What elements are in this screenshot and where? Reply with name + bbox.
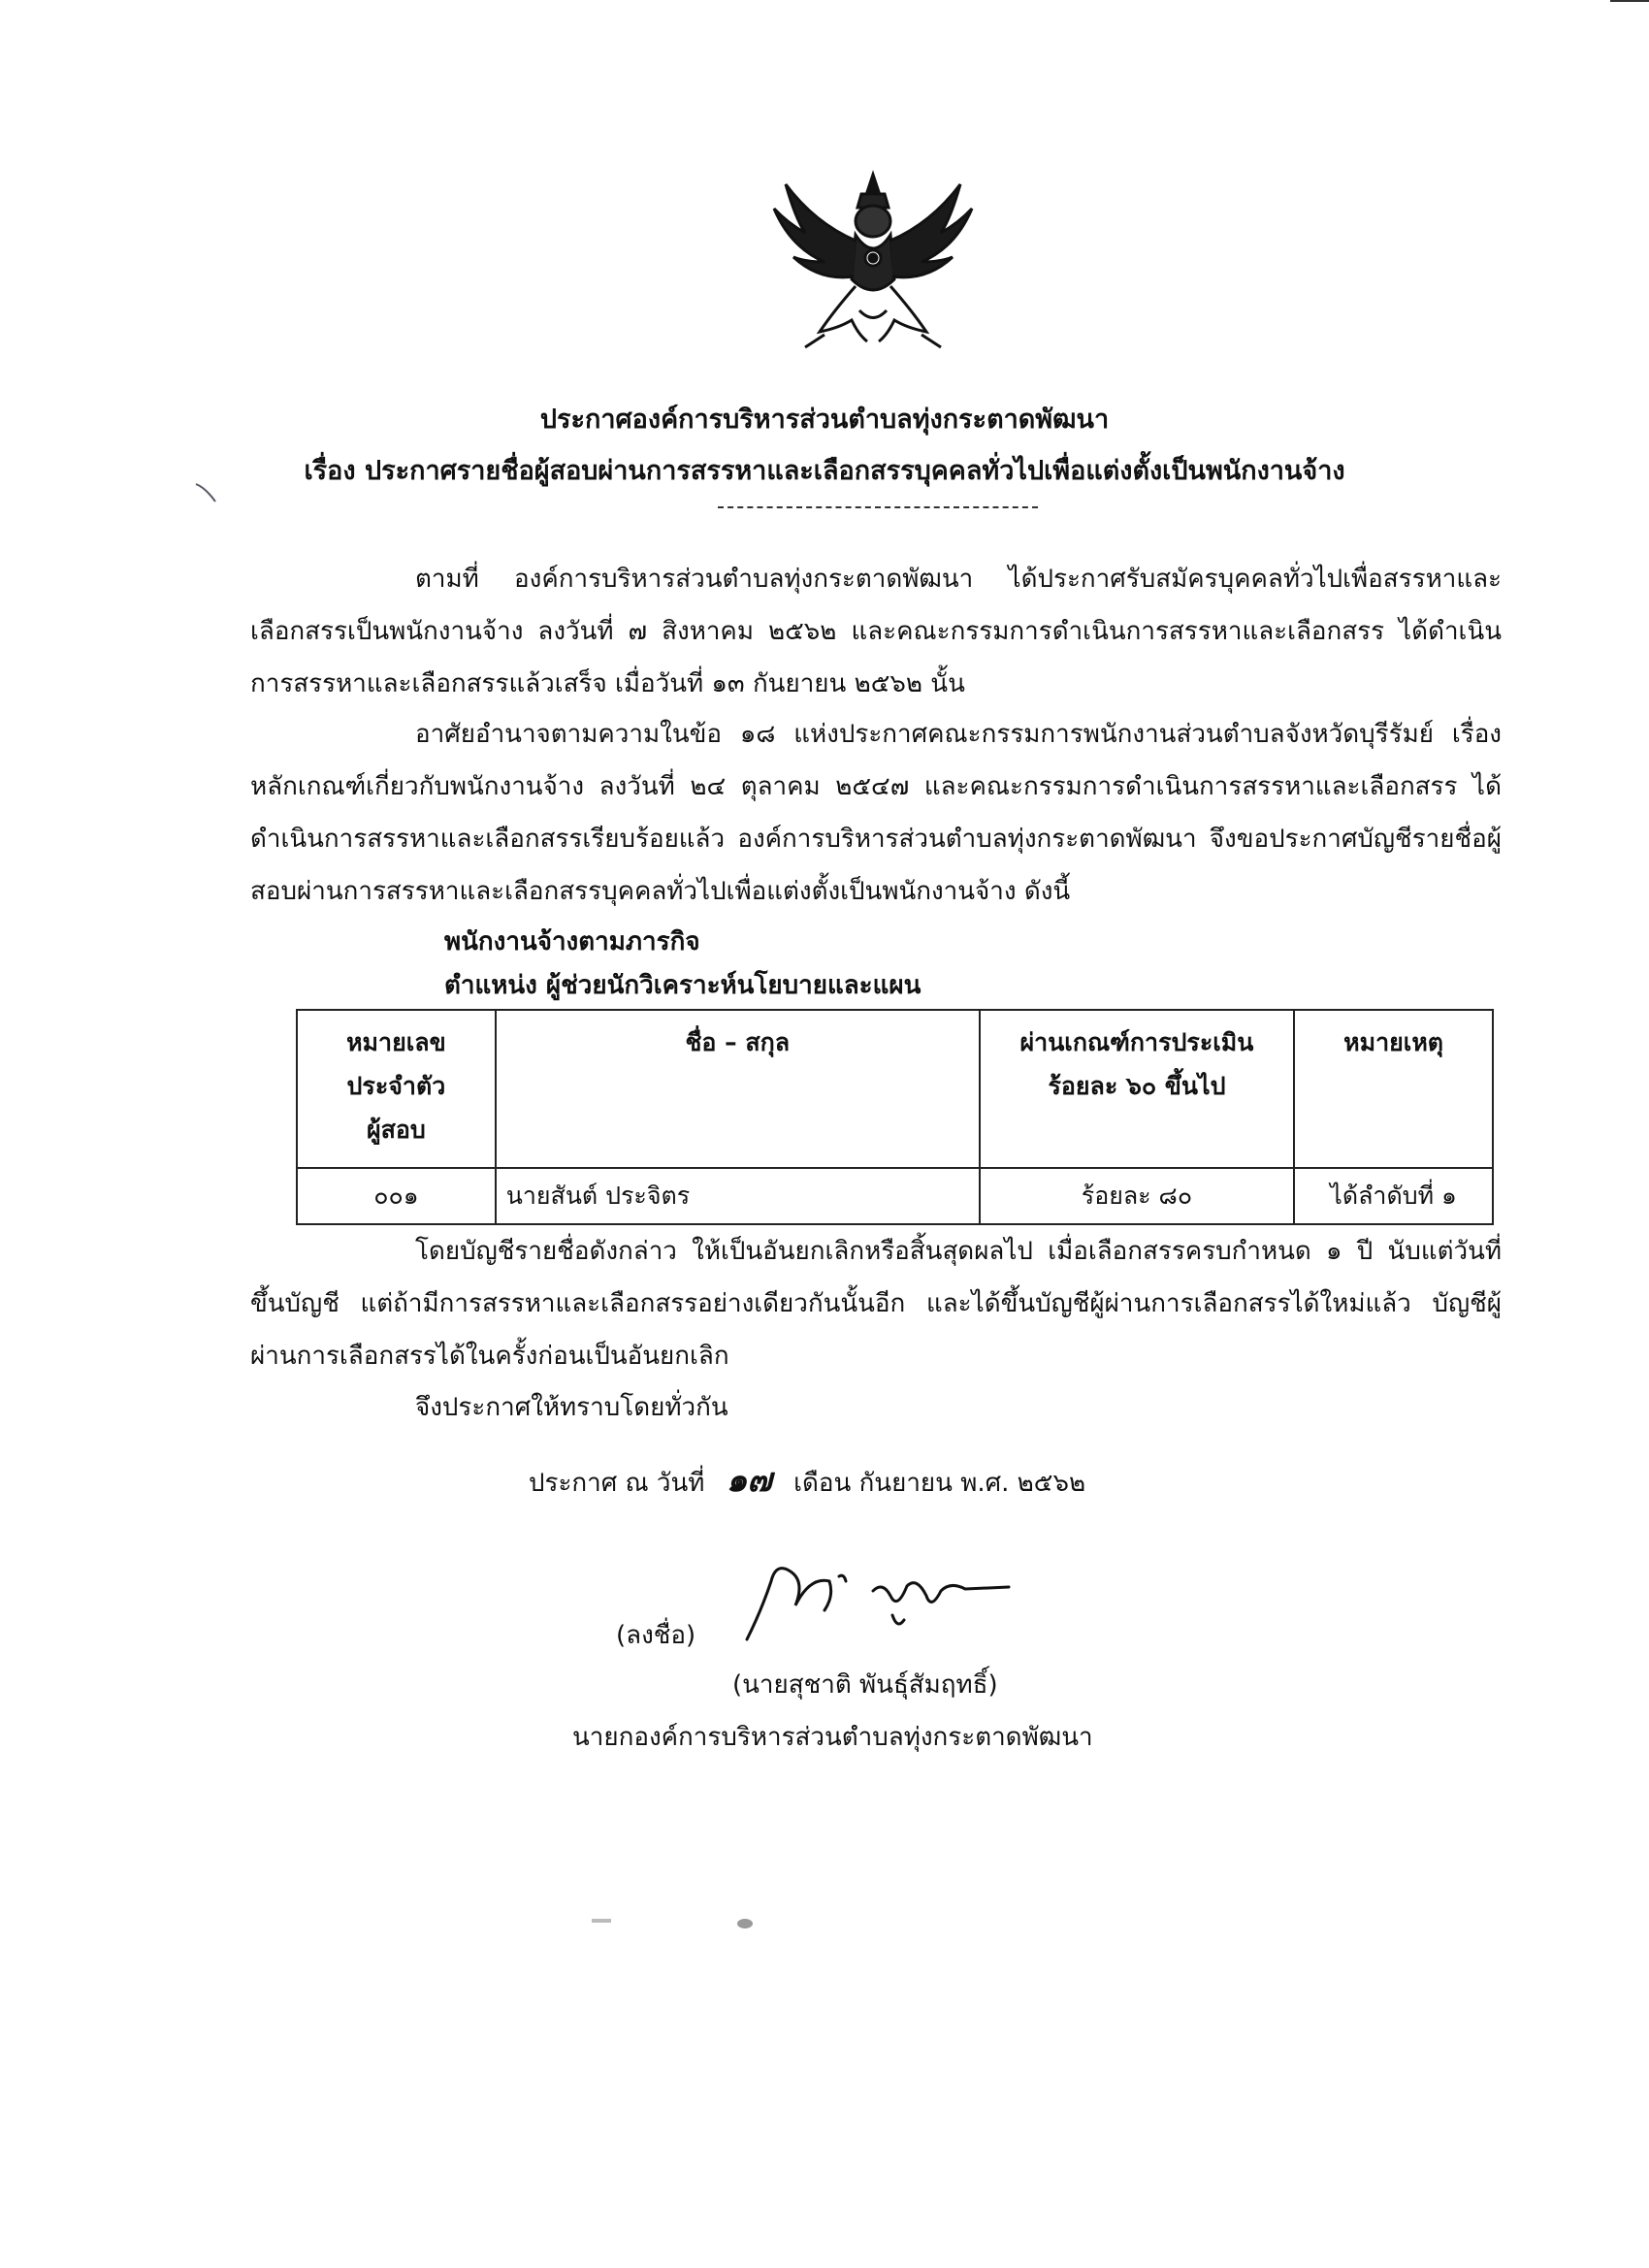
- header-remark: หมายเหตุ: [1294, 1010, 1493, 1168]
- paragraph-2-text: อาศัยอำนาจตามความในข้อ ๑๘ แห่งประกาศคณะกรรมการพนักงานส่วนตำบลจังหวัดบุรีรัมย์ เรื่อง หลักเกณฑ์เกี่ยวกับพนักงานจ้าง ลงวันที่ ๒๔ ตุลาคม ๒๕๔๗ และคณะกรรมการดำเนินการสรรหาและเลือกสรร ได้ดำเนินการสรรหาและเลือกสรรเรียบร้อยแล้ว องค์การบริหารส่วนตำบลทุ่งกระตาดพัฒนา จึงขอประกาศบัญชีรายชื่อผู้สอบผ่านการสรรหาและเลือกสรรบุคคลทั่วไปเพื่อแต่งตั้งเป็นพนักงานจ้าง ดังนี้: [250, 720, 1502, 906]
- date-day: ๑๗: [726, 1461, 772, 1500]
- header-criteria: [980, 1010, 1294, 1168]
- results-table: [296, 1009, 1494, 1225]
- header-name: ชื่อ – สกุล: [496, 1010, 980, 1168]
- table-row: [297, 1168, 1493, 1224]
- header-id-line-1: หมายเลข: [346, 1028, 446, 1056]
- scan-edge-mark: [1610, 0, 1649, 2]
- handwritten-signature: [737, 1552, 1018, 1644]
- paragraph-1-text: ตามที่ องค์การบริหารส่วนตำบลทุ่งกระตาดพัฒนา ได้ประกาศรับสมัครบุคคลทั่วไปเพื่อสรรหาและเลือกสรรเป็นพนักงานจ้าง ลงวันที่ ๗ สิงหาคม ๒๕๖๒ และคณะกรรมการดำเนินการสรรหาและเลือกสรร ได้ดำเนินการสรรหาและเลือกสรรแล้วเสร็จ เมื่อวันที่ ๑๓ กันยายน ๒๕๖๒ นั้น: [250, 565, 1502, 698]
- table-header-row: [297, 1010, 1493, 1168]
- date-suffix: เดือน กันยายน พ.ศ. ๒๕๖๒: [793, 1469, 1086, 1498]
- paragraph-3-text: โดยบัญชีรายชื่อดังกล่าว ให้เป็นอันยกเลิกหรือสิ้นสุดผลไป เมื่อเลือกสรรครบกำหนด ๑ ปี นับแต่วันที่ขึ้นบัญชี แต่ถ้ามีการสรรหาและเลือกสรรอย่างเดียวกันนั้นอีก และได้ขึ้นบัญชีผู้ผ่านการเลือกสรรได้ใหม่แล้ว บัญชีผู้ผ่านการเลือกสรรได้ในครั้งก่อนเป็นอันยกเลิก: [250, 1237, 1502, 1371]
- header-criteria-line-2: ร้อยละ ๖๐ ขึ้นไป: [1048, 1072, 1226, 1100]
- header-id-line-3: ผู้สอบ: [366, 1116, 426, 1144]
- paragraph-1: [250, 553, 1502, 710]
- announce-date: [529, 1453, 1085, 1506]
- scan-speck: [592, 1919, 611, 1923]
- scan-speck: [737, 1919, 753, 1928]
- paragraph-3: [250, 1225, 1502, 1382]
- announcement-title: ประกาศองค์การบริหารส่วนตำบลทุ่งกระตาดพัฒนา: [539, 405, 1110, 435]
- position-title: ตำแหน่ง ผู้ช่วยนักวิเคราะห์นโยบายและแผน: [444, 971, 922, 1000]
- cell-remark: ได้ลำดับที่ ๑: [1294, 1168, 1493, 1224]
- heading-divider: [718, 506, 1038, 508]
- cell-score: ร้อยละ ๘๐: [980, 1168, 1294, 1224]
- header-id-line-2: ประจำตัว: [346, 1072, 446, 1100]
- announce-line: จึงประกาศให้ทราบโดยทั่วกัน: [415, 1393, 728, 1422]
- signatory-name: (นายสุชาติ พันธุ์สัมฤทธิ์): [732, 1670, 998, 1700]
- cell-name: นายสันต์ ประจิตร: [496, 1168, 980, 1224]
- header-candidate-id: [297, 1010, 496, 1168]
- announcement-subject: เรื่อง ประกาศรายชื่อผู้สอบผ่านการสรรหาและเลือกสรรบุคคลทั่วไปเพื่อแต่งตั้งเป็นพนักงานจ้าง: [304, 456, 1345, 486]
- header-criteria-line-1: ผ่านเกณฑ์การประเมิน: [1019, 1028, 1254, 1056]
- date-prefix: ประกาศ ณ วันที่: [529, 1469, 705, 1498]
- sign-label: (ลงชื่อ): [616, 1621, 696, 1650]
- employee-category: พนักงานจ้างตามภารกิจ: [444, 927, 700, 956]
- scan-mark: [194, 480, 223, 509]
- garuda-emblem-icon: [766, 165, 980, 359]
- cell-candidate-id: ๐๐๑: [297, 1168, 496, 1224]
- paragraph-2: [250, 708, 1502, 918]
- signatory-position: นายกองค์การบริหารส่วนตำบลทุ่งกระตาดพัฒนา: [572, 1723, 1093, 1752]
